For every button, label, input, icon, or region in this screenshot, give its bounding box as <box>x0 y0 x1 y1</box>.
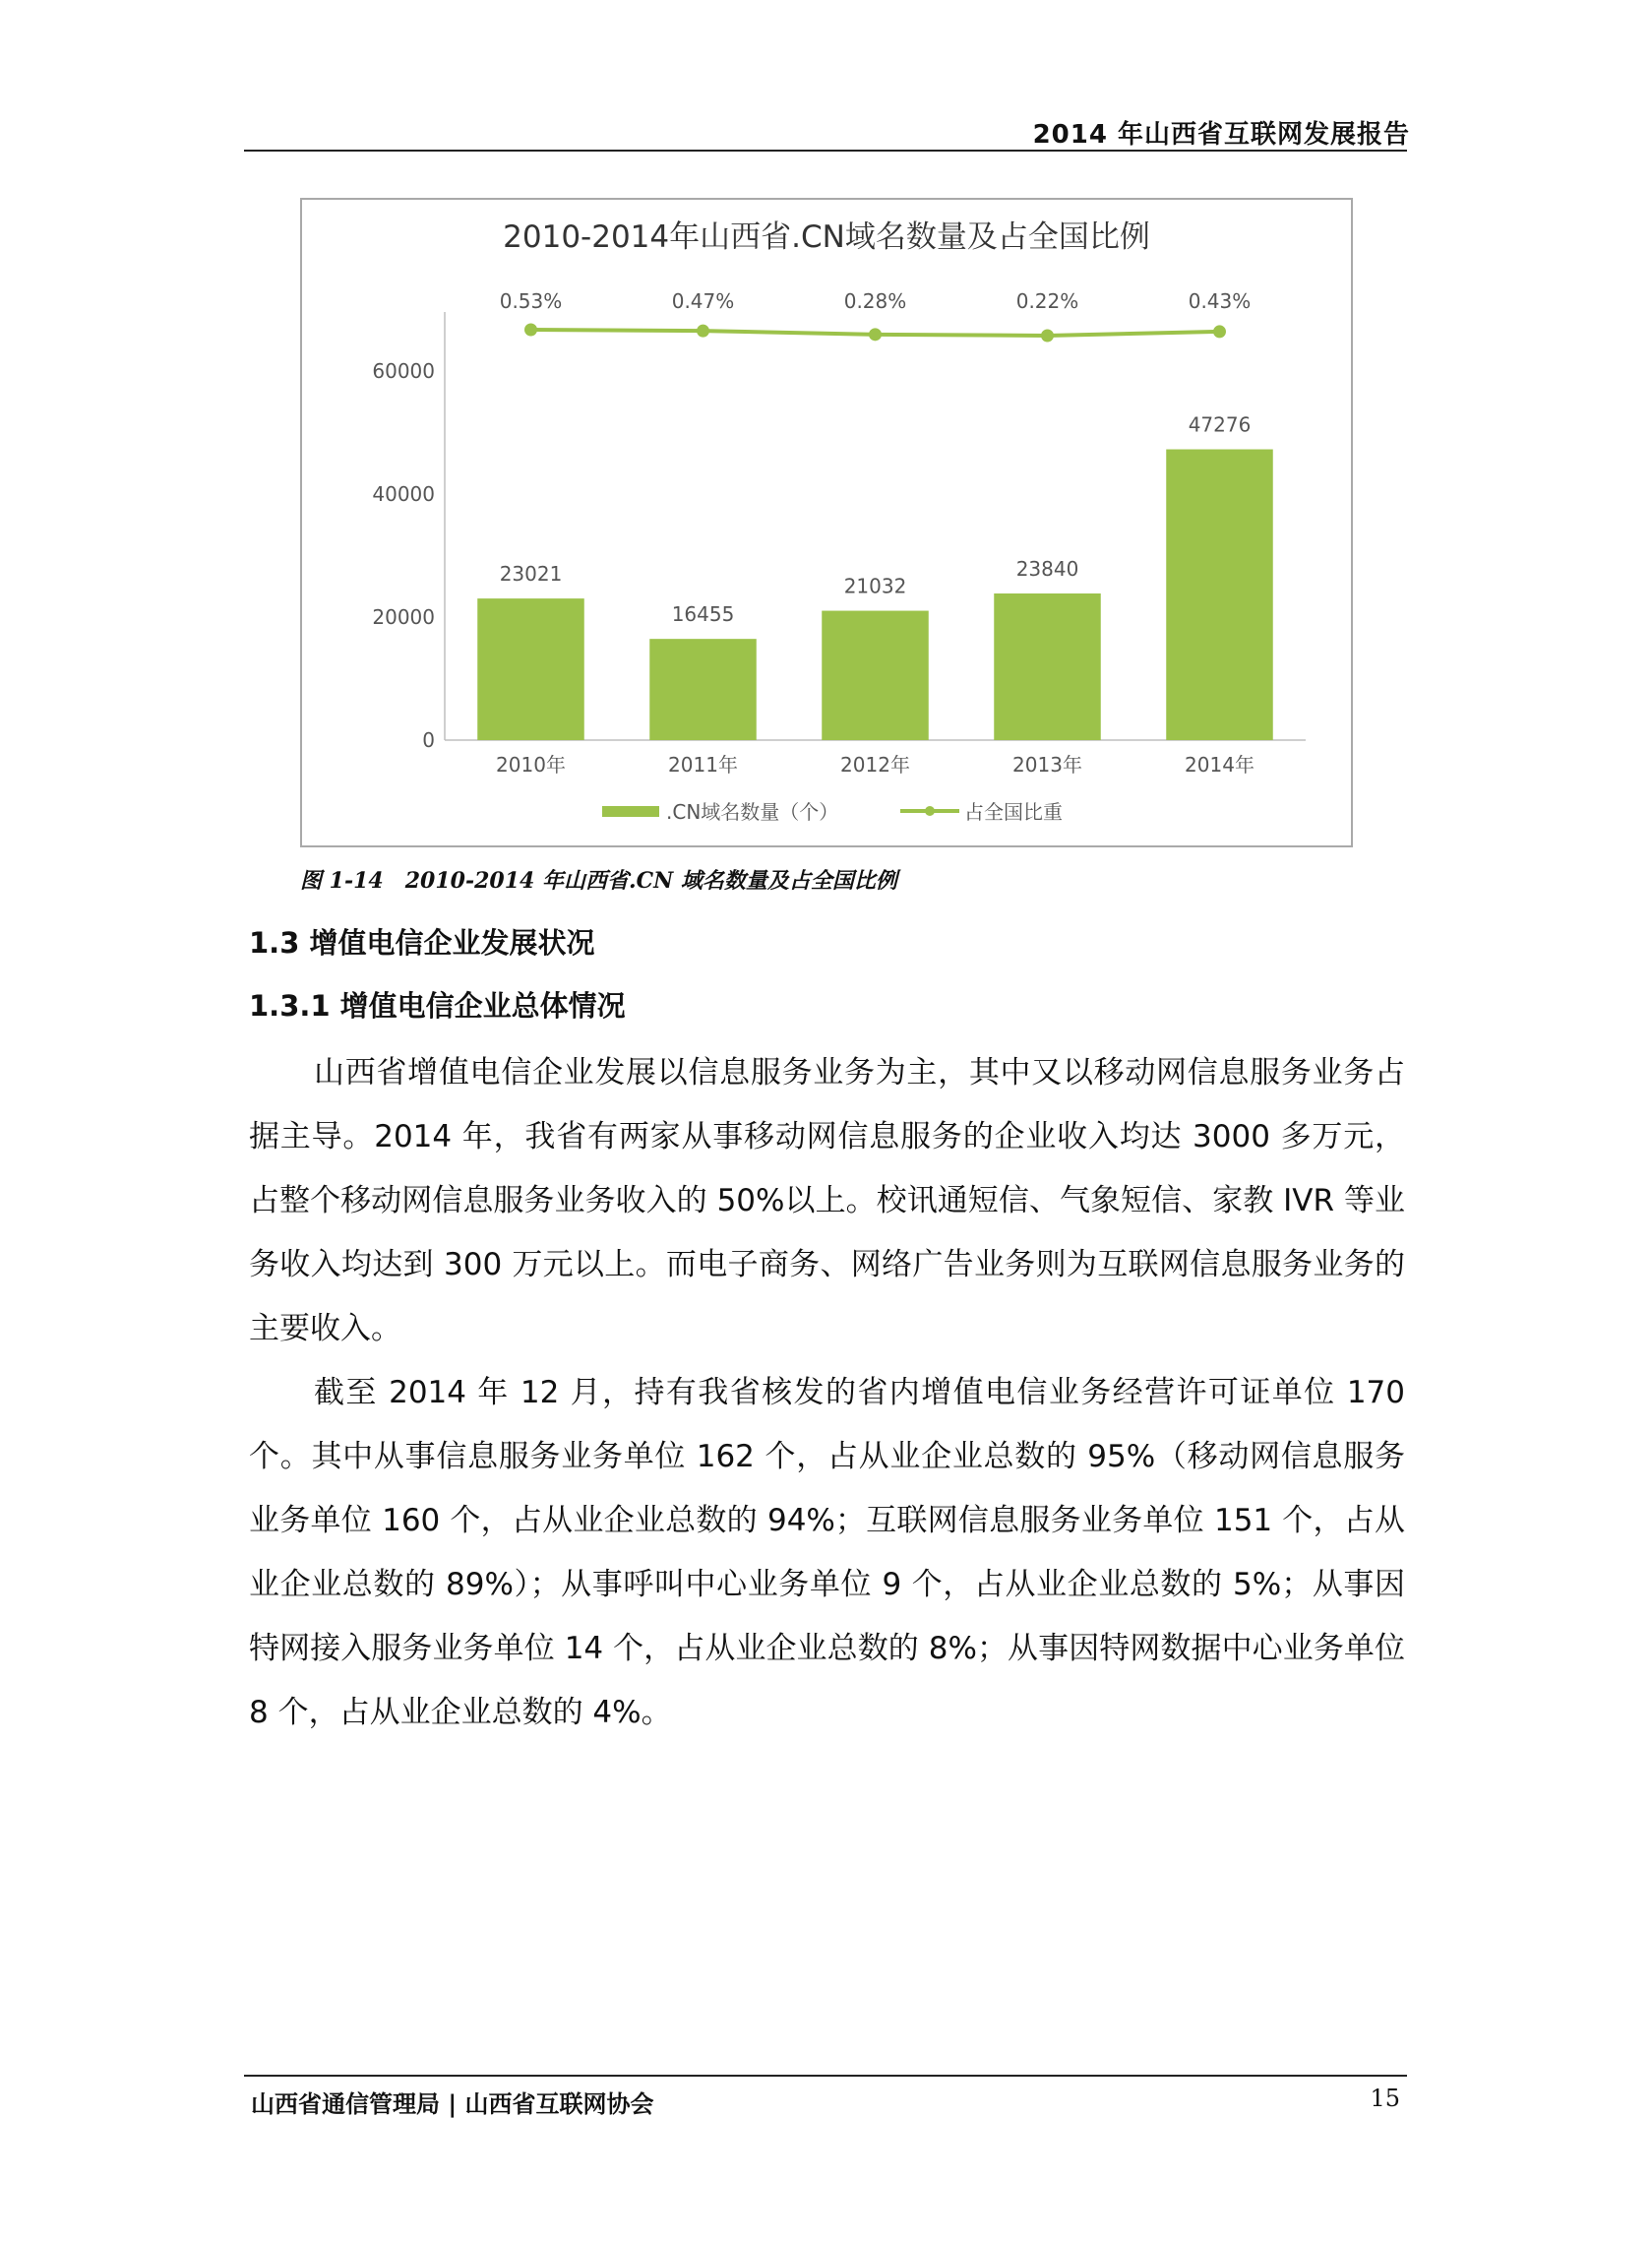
bar <box>994 593 1101 740</box>
ratio-point <box>1041 330 1054 343</box>
ratio-point <box>697 325 709 338</box>
footer-organization: 山西省通信管理局 | 山西省互联网协会 <box>251 2090 654 2118</box>
bar-data-label: 16455 <box>671 602 735 627</box>
header-divider <box>244 150 1407 152</box>
ratio-point <box>869 328 882 341</box>
ratio-point <box>1213 325 1226 338</box>
x-tick-label: 2013年 <box>1012 753 1082 777</box>
footer-divider <box>244 2075 1407 2077</box>
x-tick-label: 2012年 <box>840 753 910 777</box>
section-heading: 1.3 增值电信企业发展状况 <box>249 926 595 960</box>
bar <box>649 639 757 740</box>
legend-line-marker <box>925 806 935 816</box>
bar <box>477 598 584 740</box>
chart-title: 2010-2014年山西省.CN域名数量及占全国比例 <box>503 219 1150 255</box>
y-tick-label: 20000 <box>372 605 435 629</box>
figure-caption: 图 1-14 2010-2014 年山西省.CN 域名数量及占全国比例 <box>300 868 897 894</box>
report-header-title: 2014 年山西省互联网发展报告 <box>1032 120 1410 150</box>
ratio-point <box>524 324 537 337</box>
bar-data-label: 23840 <box>1015 557 1079 581</box>
paragraph-2: 截至 2014 年 12 月，持有我省核发的省内增值电信业务经营许可证单位 170 个。其中从事信息服务业务单位 162 个，占从业企业总数的 95%（移动网信息服务业务单位 160 个，占从业企业总数的 94%；互联网信息服务业务单位 151 个，占从业企业总数的 89%）；从事呼叫中心业务单位 9 个，占从业企业总数的 5%；从事因特网接入服务业务单位 14 个，占从业企业总数的 8%；从事因特网数据中心业务单位 8 个，占从业企业总数的 4%。 <box>249 1375 1405 1730</box>
ratio-data-label: 0.43% <box>1188 289 1252 313</box>
chart-legend <box>602 800 1063 824</box>
ratio-data-label: 0.22% <box>1015 289 1079 313</box>
bar <box>1166 450 1273 740</box>
chart-canvas <box>302 200 1351 845</box>
legend-bar-swatch <box>602 806 659 817</box>
bar-data-label: 21032 <box>843 574 907 598</box>
bar-data-label: 47276 <box>1188 412 1252 437</box>
ratio-data-label: 0.28% <box>843 289 907 313</box>
x-tick-label: 2010年 <box>496 753 566 777</box>
domain-count-chart <box>300 198 1353 847</box>
x-tick-label: 2014年 <box>1185 753 1254 777</box>
paragraph-1: 山西省增值电信企业发展以信息服务业务为主，其中又以移动网信息服务业务占据主导。2014 年，我省有两家从事移动网信息服务的企业收入均达 3000 多万元，占整个移动网信息服务业务收入的 50%以上。校讯通短信、气象短信、家教 IVR 等业务收入均达到 300 万元以上。而电子商务、网络广告业务则为互联网信息服务业务的主要收入。 <box>249 1055 1406 1346</box>
legend-bar-label: .CN域名数量（个） <box>666 800 839 824</box>
page-number: 15 <box>1370 2085 1400 2112</box>
y-tick-label: 0 <box>422 728 435 752</box>
legend-line-label: 占全国比重 <box>964 800 1063 824</box>
y-tick-label: 60000 <box>372 359 435 383</box>
x-tick-label: 2011年 <box>668 753 738 777</box>
ratio-data-label: 0.53% <box>499 289 563 313</box>
y-tick-label: 40000 <box>372 482 435 506</box>
bar <box>822 611 929 740</box>
ratio-data-label: 0.47% <box>671 289 735 313</box>
bar-data-label: 23021 <box>499 562 563 587</box>
subsection-heading: 1.3.1 增值电信企业总体情况 <box>249 989 626 1023</box>
